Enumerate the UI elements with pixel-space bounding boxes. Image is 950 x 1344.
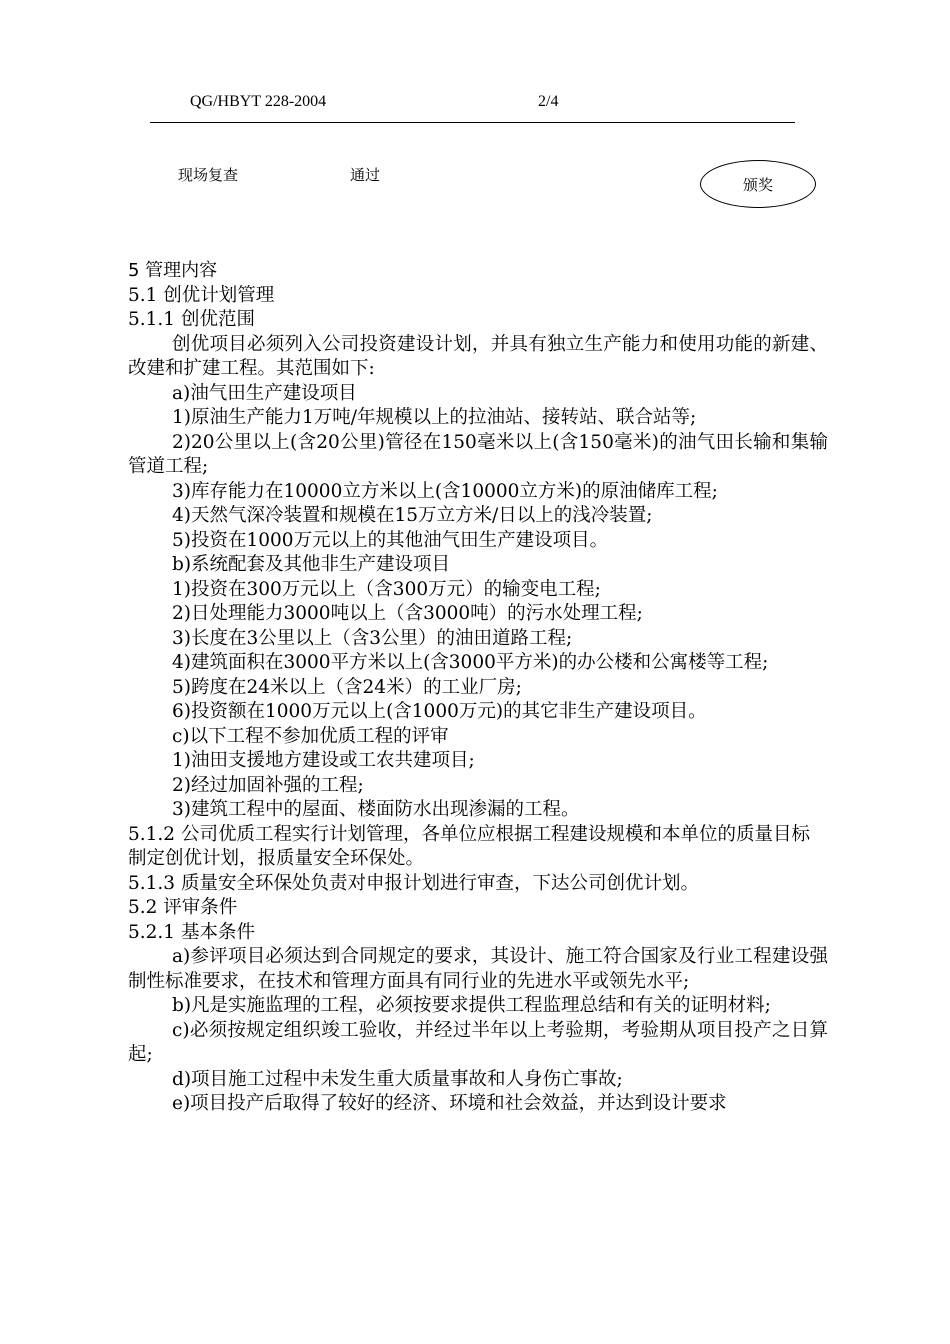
section-heading: 5.2 评审条件 <box>128 897 238 918</box>
page-number: 2/4 <box>538 93 559 110</box>
list-item: d)项目施工过程中未发生重大质量事故和人身伤亡事故; <box>172 1068 623 1090</box>
list-item: a)油气田生产建设项目 <box>172 382 357 404</box>
list-item: e)项目投产后取得了较好的经济、环境和社会效益，并达到设计要求 <box>172 1093 727 1114</box>
section-heading: 5 管理内容 <box>128 260 218 281</box>
list-item: 5)投资在1000万元以上的其他油气田生产建设项目。 <box>172 529 609 551</box>
list-item: 2)日处理能力3000吨以上（含3000吨）的污水处理工程; <box>172 603 643 624</box>
flowchart-step-onsite-review: 现场复查 <box>178 166 239 184</box>
document-body <box>128 259 828 1117</box>
list-item: 3)长度在3公里以上（含3公里）的油田道路工程; <box>172 627 573 649</box>
list-item: 2)20公里以上(含20公里)管径在150毫米以上(含150毫米)的油气田长输和集输管道工程; <box>128 431 828 477</box>
list-item: 4)建筑面积在3000平方米以上(含3000平方米)的办公楼和公寓楼等工程; <box>172 652 769 673</box>
list-item: b)凡是实施监理的工程，必须按要求提供工程监理总结和有关的证明材料; <box>172 995 771 1016</box>
list-item: a)参评项目必须达到合同规定的要求，其设计、施工符合国家及行业工程建设强制性标准要求，在技术和管理方面具有同行业的先进水平或领先水平; <box>128 946 828 992</box>
paragraph: 5.1.3 质量安全环保处负责对申报计划进行审查，下达公司创优计划。 <box>128 872 699 894</box>
paragraph: 创优项目必须列入公司投资建设计划，并具有独立生产能力和使用功能的新建、改建和扩建工程。其范围如下: <box>128 333 828 379</box>
list-item: 6)投资额在1000万元以上(含1000万元)的其它非生产建设项目。 <box>172 701 707 722</box>
page-header <box>150 90 795 123</box>
list-item: 1)油田支援地方建设或工农共建项目; <box>172 750 475 771</box>
list-item: c)以下工程不参加优质工程的评审 <box>172 725 449 747</box>
list-item: 2)经过加固补强的工程; <box>172 774 364 796</box>
flowchart-terminal-label: 颁奖 <box>742 175 773 194</box>
list-item: 1)投资在300万元以上（含300万元）的输变电工程; <box>172 578 601 600</box>
list-item: c)必须按规定组织竣工验收，并经过半年以上考验期，考验期从项目投产之日算起; <box>128 1019 828 1065</box>
list-item: 3)建筑工程中的屋面、楼面防水出现渗漏的工程。 <box>172 799 580 820</box>
flowchart-result-pass: 通过 <box>350 166 381 184</box>
section-heading: 5.2.1 基本条件 <box>128 921 255 943</box>
list-item: 4)天然气深冷装置和规模在15万立方米/日以上的浅冷装置; <box>172 505 653 526</box>
document-number: QG/HBYT 228-2004 <box>190 93 327 110</box>
flowchart-terminal-award <box>700 160 816 208</box>
paragraph: 5.1.2 公司优质工程实行计划管理，各单位应根据工程建设规模和本单位的质量目标制定创优计划，报质量安全环保处。 <box>128 823 810 869</box>
list-item: 1)原油生产能力1万吨/年规模以上的拉油站、接转站、联合站等; <box>172 407 697 428</box>
list-item: b)系统配套及其他非生产建设项目 <box>172 554 451 575</box>
list-item: 5)跨度在24米以上（含24米）的工业厂房; <box>172 676 522 698</box>
section-heading: 5.1 创优计划管理 <box>128 284 275 306</box>
section-heading: 5.1.1 创优范围 <box>128 309 255 330</box>
list-item: 3)库存能力在10000立方米以上(含10000立方米)的原油储库工程; <box>172 480 718 502</box>
